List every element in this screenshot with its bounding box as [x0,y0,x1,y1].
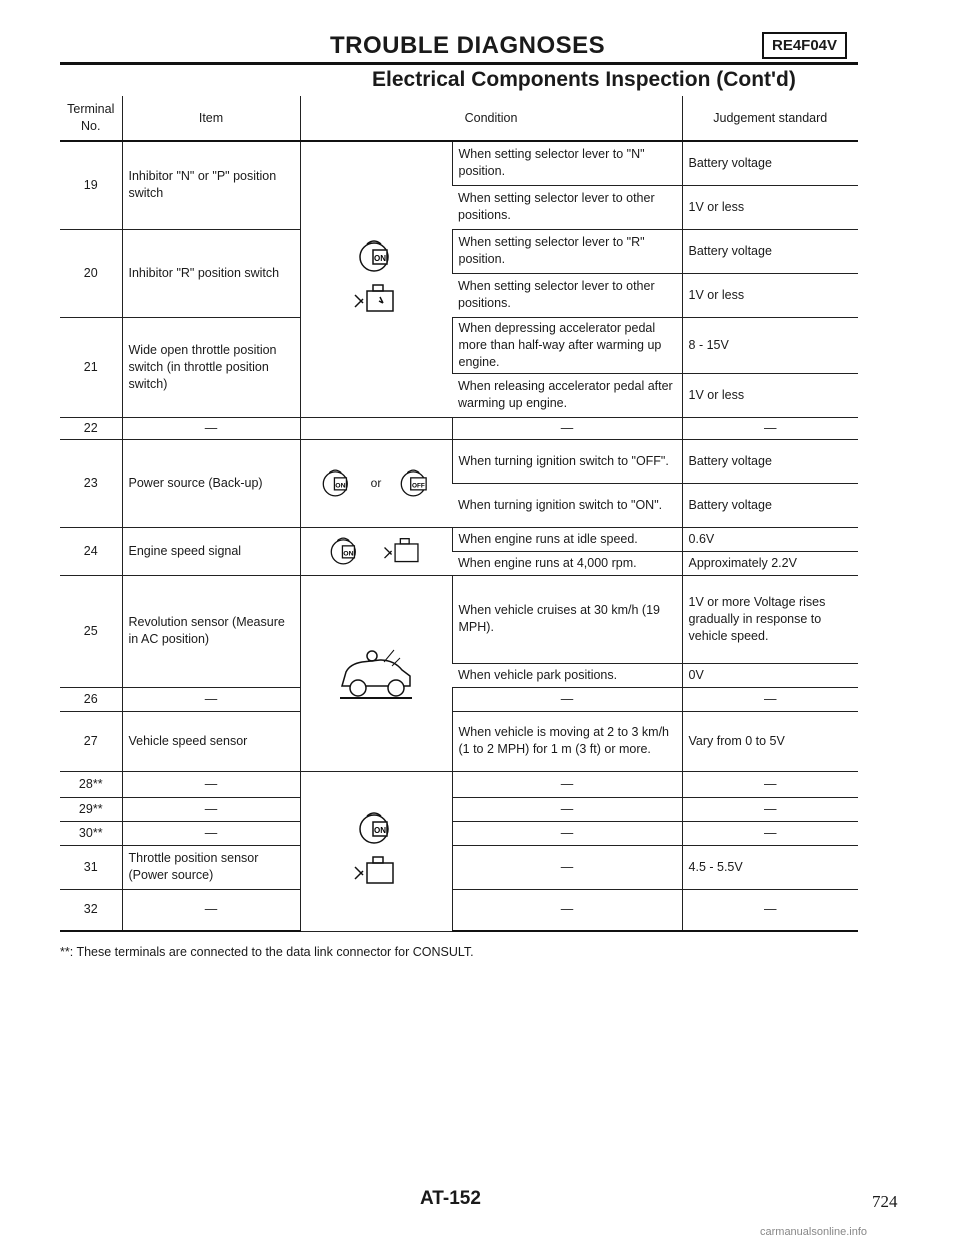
condition-cell: — [452,845,682,889]
judgement-cell: 1V or less [682,185,858,229]
condition-cell: — [452,771,682,797]
header-item: Item [122,96,300,141]
inspection-table [60,96,858,932]
judgement-cell: Battery voltage [682,439,858,483]
judgement-cell: — [682,687,858,711]
table-header-row [60,96,858,141]
ignition-switch-on-icon [319,465,355,501]
item-cell: Vehicle speed sensor [122,711,300,771]
icon-cell [300,771,452,931]
terminal-cell: 28** [60,771,122,797]
table-row [60,527,858,551]
condition-cell: — [452,821,682,845]
judgement-cell: — [682,821,858,845]
item-cell: Wide open throttle position switch (in throttle position switch) [122,317,300,417]
table-row [60,575,858,663]
page-code: AT-152 [420,1188,481,1209]
condition-cell: — [452,889,682,931]
terminal-cell: 22 [60,417,122,439]
judgement-cell: Battery voltage [682,229,858,273]
icon-cell [300,417,452,439]
svg-text:ON: ON [343,550,354,558]
engine-running-icon [351,281,401,317]
judgement-cell: Battery voltage [682,141,858,185]
judgement-cell: 1V or more Voltage rises gradually in response to vehicle speed. [682,575,858,663]
judgement-cell: Battery voltage [682,483,858,527]
item-cell: Revolution sensor (Measure in AC position) [122,575,300,687]
svg-text:ON: ON [335,482,346,490]
condition-cell: — [452,687,682,711]
condition-cell: When setting selector lever to "R" position. [452,229,682,273]
ignition-switch-on-icon [355,808,397,848]
footnote: **: These terminals are connected to the data link connector for CONSULT. [60,945,474,959]
judgement-cell: — [682,417,858,439]
item-cell: Inhibitor "R" position switch [122,229,300,317]
table-row [60,229,858,273]
judgement-cell: — [682,889,858,931]
page-number: 724 [872,1192,898,1211]
item-cell: — [122,821,300,845]
ignition-switch-on-icon [355,236,397,276]
judgement-cell: 4.5 - 5.5V [682,845,858,889]
judgement-cell: — [682,771,858,797]
header-judgement: Judgement standard [682,96,858,141]
watermark: carmanualsonline.info [760,1226,868,1238]
terminal-cell: 21 [60,317,122,417]
table-row [60,797,858,821]
item-cell: — [122,417,300,439]
table-row [60,141,858,185]
condition-cell: When vehicle cruises at 30 km/h (19 MPH). [452,575,682,663]
page-title: TROUBLE DIAGNOSES [330,32,606,59]
table-row [60,417,858,439]
condition-cell: When engine runs at 4,000 rpm. [452,551,682,575]
condition-cell: When vehicle park positions. [452,663,682,687]
table-row [60,711,858,771]
judgement-cell: 0V [682,663,858,687]
engine-running-icon [351,853,401,889]
terminal-cell: 20 [60,229,122,317]
judgement-cell: 0.6V [682,527,858,551]
item-cell: — [122,771,300,797]
header-rule [60,62,858,65]
condition-cell: When setting selector lever to other positions. [452,273,682,317]
condition-cell: — [452,417,682,439]
terminal-cell: 31 [60,845,122,889]
table-row [60,845,858,889]
condition-cell: When depressing accelerator pedal more than half-way after warming up engine. [452,317,682,373]
vehicle-driving-icon [336,636,416,706]
item-cell: Throttle position sensor (Power source) [122,845,300,889]
condition-cell: When vehicle is moving at 2 to 3 km/h (1 to 2 MPH) for 1 m (3 ft) or more. [452,711,682,771]
or-label: or [370,475,382,490]
svg-text:ON: ON [374,254,386,264]
icon-cell [300,575,452,771]
terminal-cell: 30** [60,821,122,845]
judgement-cell: 8 - 15V [682,317,858,373]
table-row [60,771,858,797]
item-cell: — [122,687,300,711]
condition-cell: When setting selector lever to other positions. [452,185,682,229]
section-subtitle: Electrical Components Inspection (Cont'd) [372,68,796,91]
item-cell: — [122,797,300,821]
icon-cell [300,439,452,527]
icon-cell [300,141,452,417]
item-cell: Engine speed signal [122,527,300,575]
judgement-cell: 1V or less [682,373,858,417]
terminal-cell: 26 [60,687,122,711]
icon-cell [300,527,452,575]
table-row [60,821,858,845]
engine-running-icon [381,534,425,568]
item-cell: Inhibitor "N" or "P" position switch [122,141,300,229]
header-condition: Condition [300,96,682,141]
condition-cell: — [452,797,682,821]
item-cell: — [122,889,300,931]
judgement-cell: Vary from 0 to 5V [682,711,858,771]
terminal-cell: 23 [60,439,122,527]
item-cell: Power source (Back-up) [122,439,300,527]
model-code-badge: RE4F04V [762,32,847,59]
ignition-switch-on-icon [327,533,363,569]
judgement-cell: Approximately 2.2V [682,551,858,575]
table-row [60,687,858,711]
ignition-switch-off-icon [397,465,433,501]
condition-cell: When releasing accelerator pedal after warming up engine. [452,373,682,417]
condition-cell: When engine runs at idle speed. [452,527,682,551]
table-row [60,889,858,931]
table-row [60,439,858,483]
table-row [60,317,858,373]
svg-text:OFF: OFF [411,482,425,490]
judgement-cell: — [682,797,858,821]
terminal-cell: 29** [60,797,122,821]
judgement-cell: 1V or less [682,273,858,317]
header-terminal: Terminal No. [60,96,122,141]
terminal-cell: 19 [60,141,122,229]
condition-cell: When turning ignition switch to "OFF". [452,439,682,483]
condition-cell: When setting selector lever to "N" position. [452,141,682,185]
terminal-cell: 32 [60,889,122,931]
terminal-cell: 27 [60,711,122,771]
condition-cell: When turning ignition switch to "ON". [452,483,682,527]
terminal-cell: 24 [60,527,122,575]
terminal-cell: 25 [60,575,122,687]
svg-text:ON: ON [374,826,386,835]
